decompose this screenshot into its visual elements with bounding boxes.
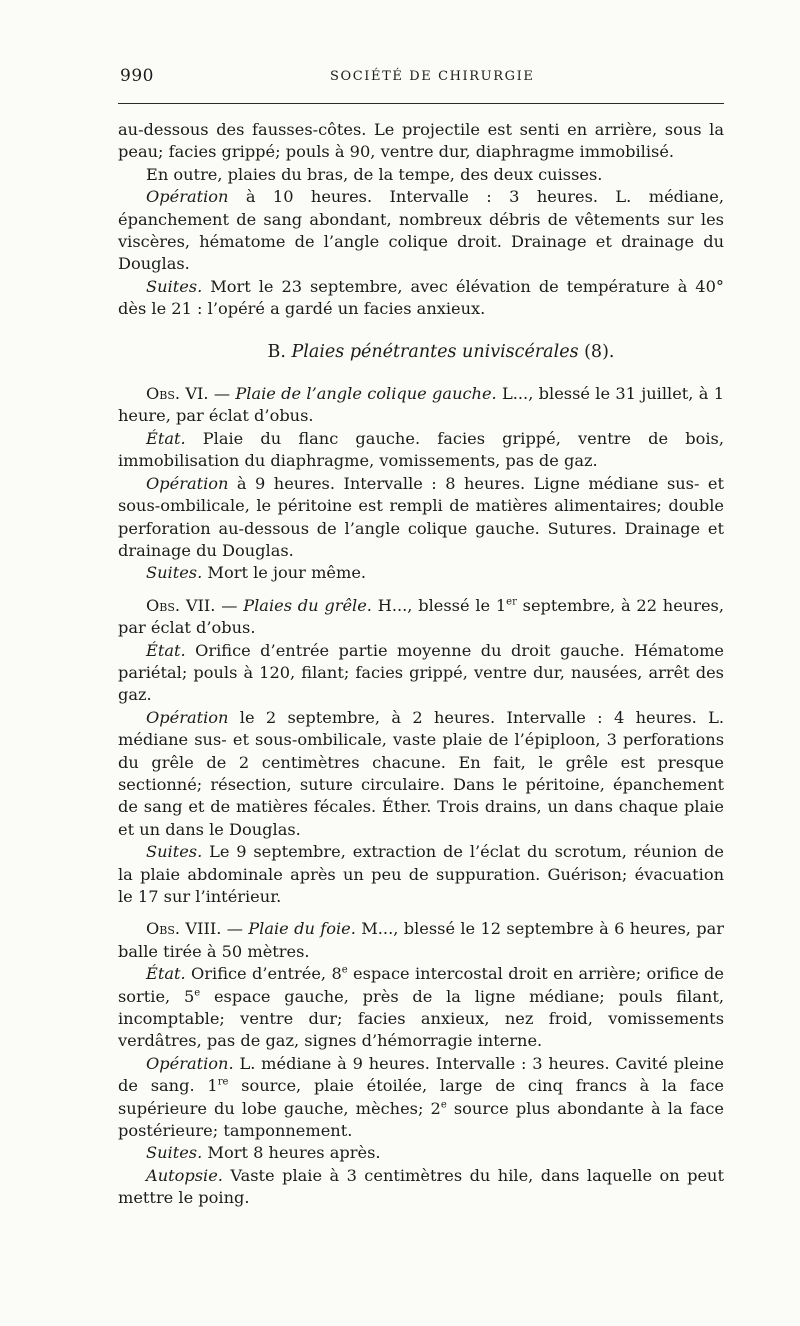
obs-viii-suites: Suites. Mort 8 heures après.: [146, 1143, 381, 1163]
paragraph-other-wounds: En outre, plaies du bras, de la tempe, des deux cuisses.: [146, 164, 603, 184]
paragraph-continuation: au-dessous des fausses-côtes. Le projectile est senti en arrière, sous la peau; facies grippé; pouls à 90, ventre dur, diaphragme immobilisé.: [118, 120, 724, 162]
obs-vii-suites: Suites. Le 9 septembre, extraction de l’éclat du scrotum, réunion de la plaie abdominale après un peu de suppuration. Guérison; évacuation le 17 sur l’intérieur.: [118, 842, 724, 906]
running-title: SOCIÉTÉ DE CHIRURGIE: [330, 69, 535, 84]
obs-viii-operation: Opération. L. médiane à 9 heures. Intervalle : 3 heures. Cavité pleine de sang. 1re source, plaie étoilée, large de cinq francs à la face supérieure du lobe gauche, mèches; 2e source plus abondante à la face postérieure; tamponnement.: [118, 1053, 725, 1141]
header-rule: [118, 103, 724, 104]
paragraph-suites: Suites. Mort le 23 septembre, avec élévation de température à 40° dès le 21 : l’opéré a gardé un facies anxieux.: [118, 276, 724, 319]
obs-vi-etat: État. Plaie du flanc gauche. facies grippé, ventre de bois, immobilisation du diaphragme, vomissements, pas de gaz.: [118, 428, 724, 471]
section-title-b: B. Plaies pénétrantes univiscérales (8).: [267, 341, 615, 362]
obs-vii-etat: État. Orifice d’entrée partie moyenne du droit gauche. Hématome pariétal; pouls à 120, filant; facies grippé, ventre dur, nausées, arrêt des gaz.: [118, 640, 724, 705]
obs-vii-operation: Opération le 2 septembre, à 2 heures. Intervalle : 4 heures. L. médiane sus- et sous-ombilicale, vaste plaie de l’épiploon, 3 perforations du grêle de 2 centimètres chacune. En fait, le grêle est presque sectionné; résection, suture circulaire. Dans le péritoine, épanchement de sang et de matières fécales. Éther. Trois drains, un dans chaque plaie et un dans le Douglas.: [118, 707, 724, 839]
obs-viii-etat: État. Orifice d’entrée, 8e espace intercostal droit en arrière; orifice de sortie, 5e espace gauche, près de la ligne médiane; pouls filant, incomptable; ventre dur; facies anxieux, nez froid, vomissements verdâtres, pas de gaz, signes d’hémorragie interne.: [118, 964, 724, 1051]
obs-viii-heading: Obs. VIII. — Plaie du foie. M..., blessé le 12 septembre à 6 heures, par balle tirée à 50 mètres.: [118, 919, 725, 961]
obs-vi-suites: Suites. Mort le jour même.: [146, 563, 367, 583]
obs-viii-autopsie: Autopsie. Vaste plaie à 3 centimètres du hile, dans laquelle on peut mettre le poing.: [118, 1165, 724, 1208]
page-body: [118, 119, 724, 1210]
paragraph-operation: Opération à 10 heures. Intervalle : 3 heures. L. médiane, épanchement de sang abondant, nombreux débris de vêtements sur les viscères, hématome de l’angle colique droit. Drainage et drainage du Douglas.: [118, 187, 724, 274]
page-header: [118, 62, 724, 92]
page-number: 990: [120, 66, 154, 86]
obs-vi-operation: Opération à 9 heures. Intervalle : 8 heures. Ligne médiane sus- et sous-ombilicale, le péritoine est rempli de matières alimentaires; double perforation au-dessous de l’angle colique gauche. Sutures. Drainage et drainage du Douglas.: [118, 473, 724, 560]
obs-vi-heading: Obs. VI. — Plaie de l’angle colique gauche. L..., blessé le 31 juillet, à 1 heure, par éclat d’obus.: [118, 384, 724, 426]
obs-vii-heading: Obs. VII. — Plaies du grêle. H..., blessé le 1er septembre, à 22 heures, par éclat d’obus.: [118, 595, 724, 638]
